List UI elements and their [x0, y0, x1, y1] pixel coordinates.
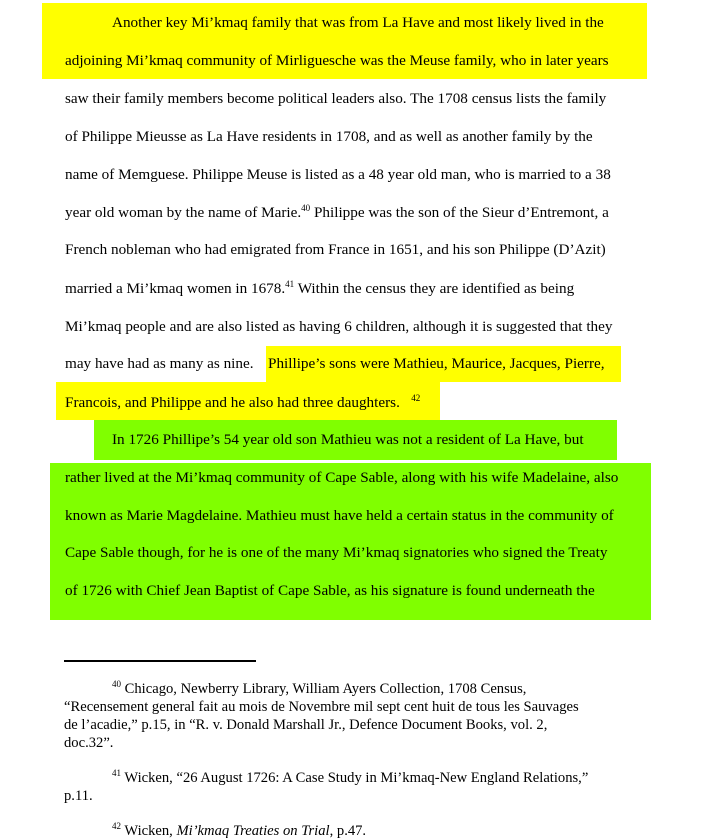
footnote-41-line: p.11. — [64, 788, 93, 804]
footnote-text: Chicago, Newberry Library, William Ayers Collection, 1708 Census, — [124, 681, 527, 697]
body-line-highlighted: of 1726 with Chief Jean Baptist of Cape Sable, as his signature is found underneath the — [65, 582, 595, 599]
footnote-40-line: doc.32”. — [64, 735, 114, 751]
body-line: name of Memguese. Philippe Meuse is listed as a 48 year old man, who is married to a 38 — [65, 166, 611, 183]
footnote-separator — [64, 660, 256, 662]
body-text: Philippe was the son of the Sieur d’Entremont, a — [310, 204, 609, 221]
footnote-41 — [112, 769, 588, 787]
footnote-number: 41 — [112, 768, 121, 779]
body-line-highlighted: In 1726 Phillipe’s 54 year old son Mathieu was not a resident of La Have, but — [112, 431, 584, 448]
footnote-40-line: de l’acadie,” p.15, in “R. v. Donald Marshall Jr., Defence Document Books, vol. 2, — [64, 717, 548, 733]
body-line-highlighted: rather lived at the Mi’kmaq community of Cape Sable, along with his wife Madelaine, also — [65, 469, 619, 486]
footnote-ref-41[interactable]: 41 — [285, 278, 295, 289]
footnote-40 — [112, 680, 526, 698]
footnote-ref-40[interactable]: 40 — [301, 202, 311, 213]
footnote-number: 40 — [112, 679, 121, 690]
body-line-highlighted — [65, 393, 420, 413]
body-line: Mi’kmaq people and are also listed as having 6 children, although it is suggested that they — [65, 318, 613, 335]
body-text: Within the census they are identified as being — [294, 280, 575, 297]
body-line-highlighted: Cape Sable though, for he is one of the many Mi’kmaq signatories who signed the Treaty — [65, 544, 608, 561]
body-line — [65, 203, 609, 223]
body-line: Another key Mi’kmaq family that was from La Have and most likely lived in the — [112, 14, 604, 31]
body-text: married a Mi’kmaq women in 1678. — [65, 280, 286, 297]
body-line: saw their family members become political leaders also. The 1708 census lists the family — [65, 90, 607, 107]
body-line: adjoining Mi’kmaq community of Mirliguesche was the Meuse family, who in later years — [65, 52, 609, 69]
body-line: may have had as many as nine. — [65, 355, 254, 372]
body-text: Francois, and Philippe and he also had three daughters. — [65, 394, 400, 411]
footnote-40-line: “Recensement general fait au mois de Novembre mil sept cent huit de tous les Sauvages — [64, 699, 579, 715]
body-line — [65, 279, 574, 299]
body-line: of Philippe Mieusse as La Have residents in 1708, and as well as another family by the — [65, 128, 593, 145]
footnote-ref-42[interactable]: 42 — [411, 392, 421, 403]
footnote-number: 42 — [112, 821, 121, 832]
footnote-text: Wicken, — [124, 823, 177, 839]
footnote-42 — [112, 822, 366, 840]
footnote-text: Wicken, “26 August 1726: A Case Study in Mi’kmaq-New England Relations,” — [124, 770, 589, 786]
body-line: French nobleman who had emigrated from France in 1651, and his son Philippe (D’Azit) — [65, 241, 606, 258]
footnote-book-title: Mi’kmaq Treaties on Trial — [176, 823, 330, 839]
footnote-text: , p.47. — [329, 823, 367, 839]
body-line-highlighted: known as Marie Magdelaine. Mathieu must have held a certain status in the community of — [65, 507, 614, 524]
body-text: year old woman by the name of Marie. — [65, 204, 302, 221]
body-line-highlighted: Phillipe’s sons were Mathieu, Maurice, Jacques, Pierre, — [268, 355, 605, 372]
